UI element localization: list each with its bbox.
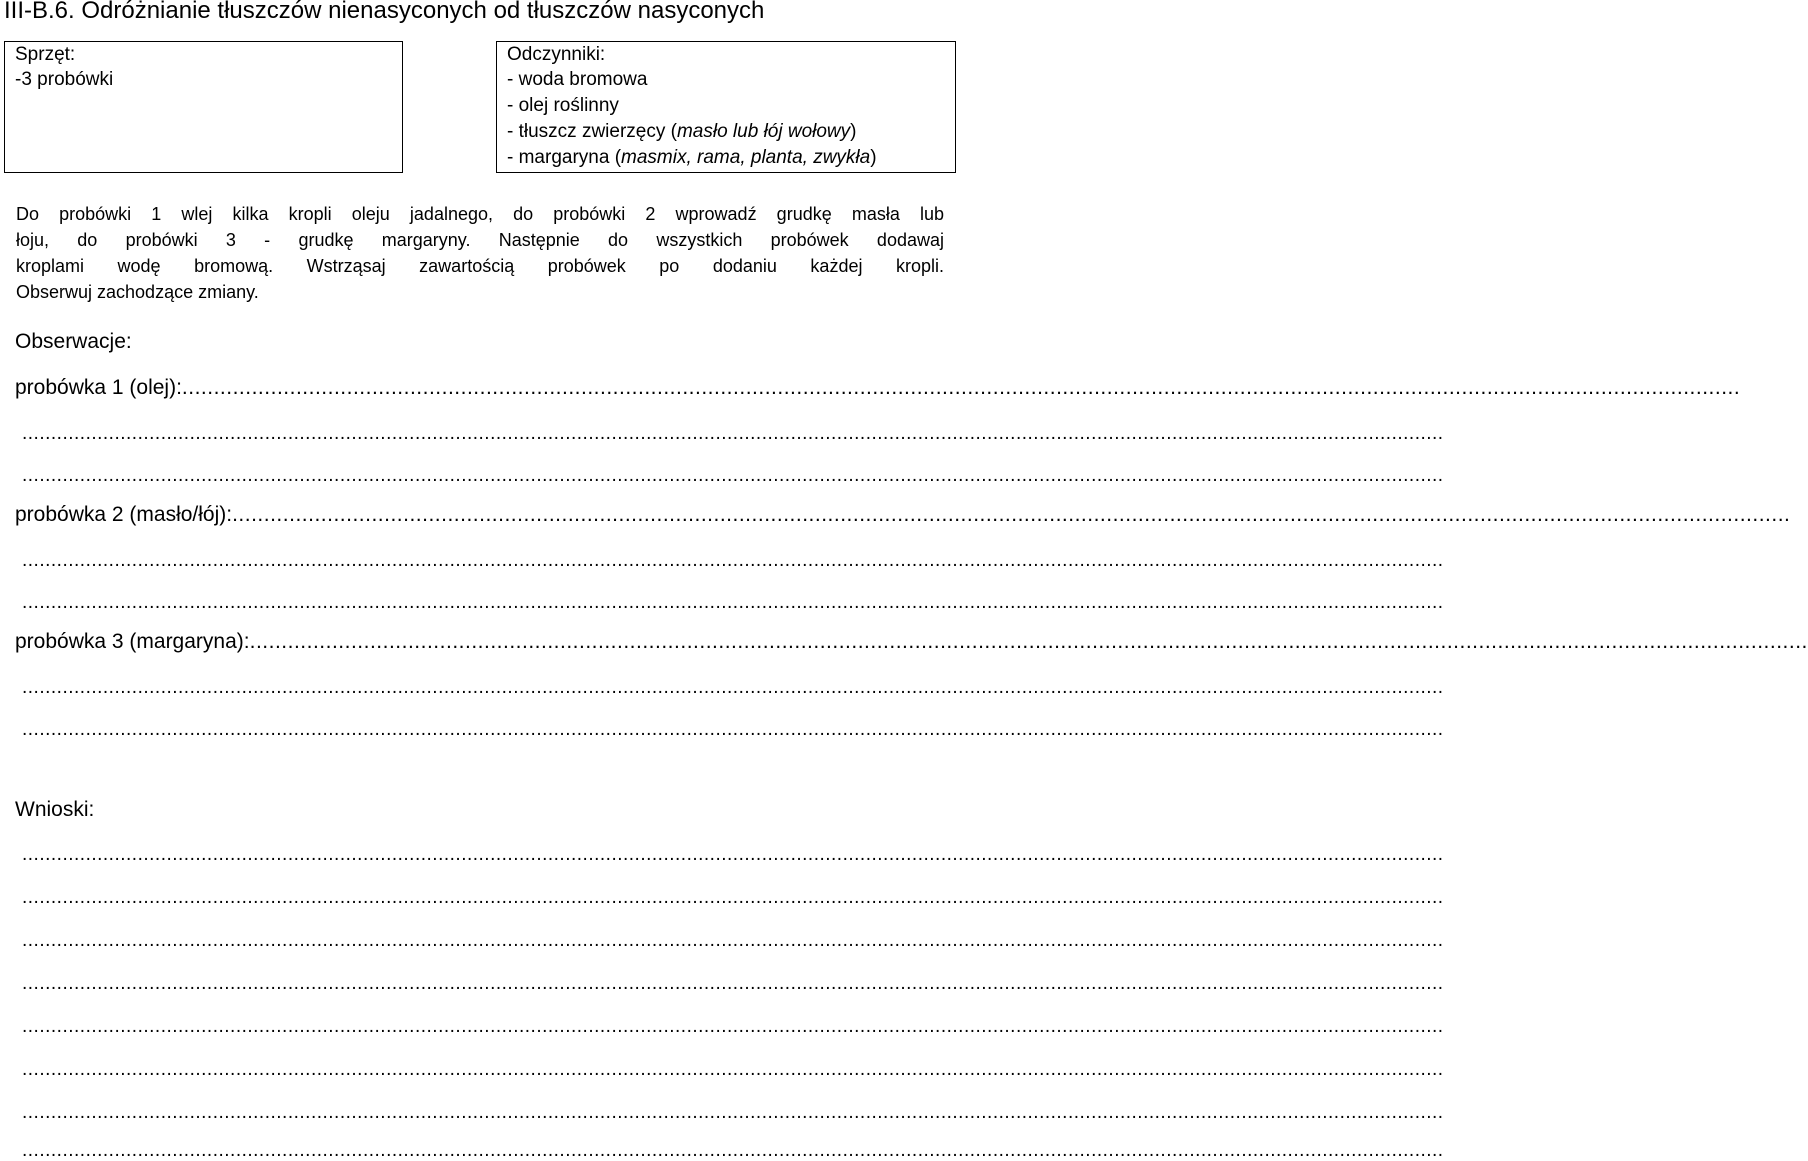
- equipment-item: -3 probówki: [15, 69, 114, 90]
- instructions-line: kroplami wodę bromową. Wstrząsaj zawartością probówek po dodaniu każdej kropli.: [16, 256, 944, 276]
- reagent-text: - margaryna (: [507, 147, 622, 168]
- page-title: III-B.6. Odróżnianie tłuszczów nienasyconych od tłuszczów nasyconych: [4, 0, 765, 24]
- reagent-item: [507, 145, 955, 171]
- answer-line[interactable]: ......................................................................................................................................................................................................................................................: [22, 844, 1444, 865]
- reagent-item: [507, 93, 955, 119]
- answer-line[interactable]: ......................................................................................................................................................................................................................................................: [22, 930, 1444, 951]
- instructions-line: łoju, do probówki 3 - grudkę margaryny. Następnie do wszystkich probówek dodawaj: [16, 230, 944, 250]
- equipment-box: [4, 41, 403, 173]
- reagent-item: [507, 67, 955, 93]
- reagents-label: Odczynniki:: [507, 44, 606, 65]
- answer-line[interactable]: ......................................................................................................................................................................................................................................................: [22, 1102, 1444, 1123]
- tube-label: probówka 3 (margaryna):: [15, 630, 250, 653]
- reagents-box: [496, 41, 956, 173]
- tube-label: probówka 2 (masło/łój):: [15, 503, 233, 526]
- answer-line[interactable]: ......................................................................................................................................................................................................................................................: [22, 719, 1444, 740]
- reagent-text: - olej roślinny: [507, 95, 619, 116]
- equipment-label: Sprzęt:: [15, 44, 76, 65]
- instructions-paragraph: [16, 201, 944, 305]
- observation-row-tube-1: [15, 375, 1741, 401]
- answer-line[interactable]: ......................................................................................................................................................................................................................................................: [22, 465, 1444, 486]
- tube-label: probówka 1 (olej):: [15, 376, 182, 399]
- answer-line[interactable]: ......................................................................................................................................................................................................................................................: [22, 592, 1444, 613]
- answer-line[interactable]: ......................................................................................................................................................................................................................................................: [22, 423, 1444, 444]
- reagent-close: ): [870, 147, 877, 168]
- answer-line[interactable]: ......................................................................................................................................................................................................................................................: [22, 1140, 1444, 1161]
- answer-line[interactable]: ......................................................................................................................................................................................................................................................: [22, 973, 1444, 994]
- observations-heading: Obserwacje:: [15, 330, 132, 353]
- reagent-text: - woda bromowa: [507, 69, 648, 90]
- answer-line[interactable]: ......................................................................................................................................................................................................................................................: [22, 1016, 1444, 1037]
- answer-line[interactable]: ......................................................................................................................................................................................................................................................: [22, 1059, 1444, 1080]
- answer-line[interactable]: ......................................................................................................................................................................................................................................................: [232, 503, 1791, 526]
- reagent-item: [507, 119, 955, 145]
- answer-line[interactable]: ......................................................................................................................................................................................................................................................: [181, 376, 1741, 399]
- instructions-line: Obserwuj zachodzące zmiany.: [16, 282, 259, 302]
- answer-line[interactable]: ......................................................................................................................................................................................................................................................: [22, 550, 1444, 571]
- reagent-note: masło lub łój wołowy: [676, 121, 851, 142]
- observation-row-tube-2: [15, 502, 1791, 528]
- instructions-line: Do probówki 1 wlej kilka kropli oleju jadalnego, do probówki 2 wprowadź grudkę masła lub: [16, 204, 944, 224]
- conclusions-heading: Wnioski:: [15, 798, 95, 821]
- observation-row-tube-3: [15, 629, 1808, 655]
- answer-line[interactable]: ......................................................................................................................................................................................................................................................: [249, 630, 1808, 653]
- reagent-text: - tłuszcz zwierzęcy (: [507, 121, 677, 142]
- answer-line[interactable]: ......................................................................................................................................................................................................................................................: [22, 677, 1444, 698]
- reagent-note: masmix, rama, planta, zwykła: [621, 147, 871, 168]
- answer-line[interactable]: ......................................................................................................................................................................................................................................................: [22, 887, 1444, 908]
- reagent-close: ): [850, 121, 857, 142]
